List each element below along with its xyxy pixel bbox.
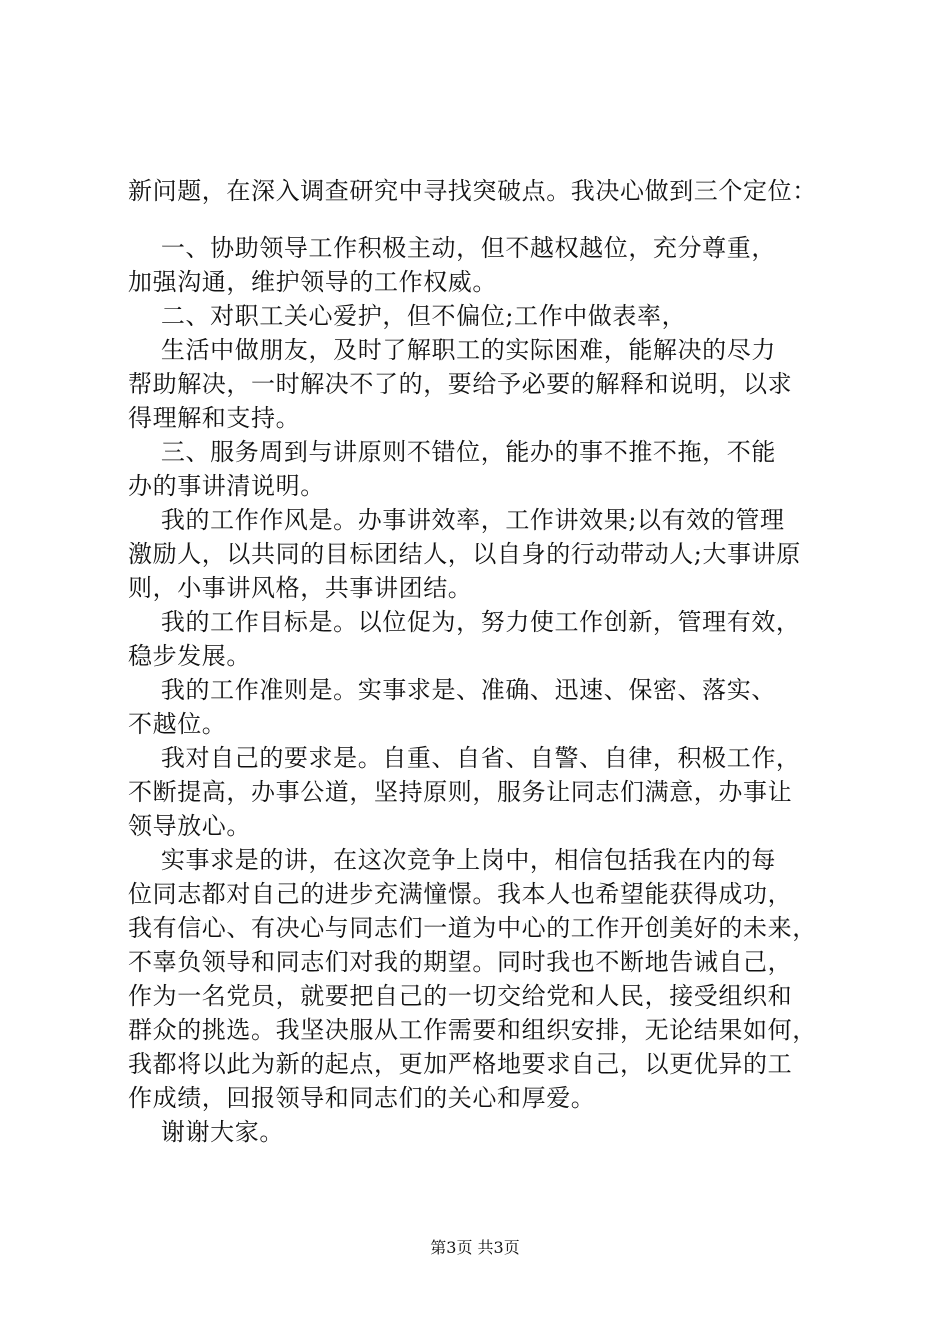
text-line: 稳步发展。 [128,642,251,670]
text-line: 我的工作目标是。以位促为，努力使工作创新，管理有效， [128,608,801,636]
text-line: 则，小事讲风格，共事讲团结。 [128,574,473,602]
text-line: 生活中做朋友，及时了解职工的实际困难，能解决的尽力 [128,336,776,364]
text-line: 不断提高，办事公道，坚持原则，服务让同志们满意，办事让 [128,778,793,806]
document-body [128,174,848,1149]
text-line: 激励人，以共同的目标团结人，以自身的行动带动人;大事讲原 [128,540,801,568]
text-line: 得理解和支持。 [128,404,301,432]
text-line: 我有信心、有决心与同志们一道为中心的工作开创美好的未来， [128,914,817,942]
text-line: 我的工作作风是。办事讲效率，工作讲效果;以有效的管理 [128,506,785,534]
text-line: 群众的挑选。我坚决服从工作需要和组织安排，无论结果如何， [128,1016,817,1044]
text-line: 我都将以此为新的起点，更加严格地要求自己，以更优异的工 [128,1050,793,1078]
text-line: 我对自己的要求是。自重、自省、自警、自律，积极工作， [128,744,801,772]
text-line: 我的工作准则是。实事求是、准确、迅速、保密、落实、 [128,676,776,704]
text-line: 三、服务周到与讲原则不错位，能办的事不推不拖，不能 [128,438,776,466]
text-line: 加强沟通，维护领导的工作权威。 [128,268,497,296]
text-line: 作为一名党员，就要把自己的一切交给党和人民，接受组织和 [128,982,793,1010]
text-line: 领导放心。 [128,812,251,840]
page-number-footer: 第3页 共3页 [430,1238,520,1257]
text-line: 一、协助领导工作积极主动，但不越权越位，充分尊重， [128,234,776,262]
text-line: 帮助解决，一时解决不了的，要给予必要的解释和说明，以求 [128,370,793,398]
text-line: 新问题，在深入调查研究中寻找突破点。我决心做到三个定位： [128,177,817,205]
text-line: 二、对职工关心爱护，但不偏位;工作中做表率， [128,302,687,330]
text-line: 位同志都对自己的进步充满憧憬。我本人也希望能获得成功， [128,880,793,908]
text-line: 作成绩，回报领导和同志们的关心和厚爱。 [128,1084,596,1112]
text-line: 实事求是的讲，在这次竞争上岗中，相信包括我在内的每 [128,846,776,874]
paragraph-gap [128,208,848,231]
text-line: 谢谢大家。 [128,1118,284,1146]
text-line: 不越位。 [128,710,227,738]
text-line: 办的事讲清说明。 [128,472,325,500]
text-line: 不辜负领导和同志们对我的期望。同时我也不断地告诫自己， [128,948,793,976]
